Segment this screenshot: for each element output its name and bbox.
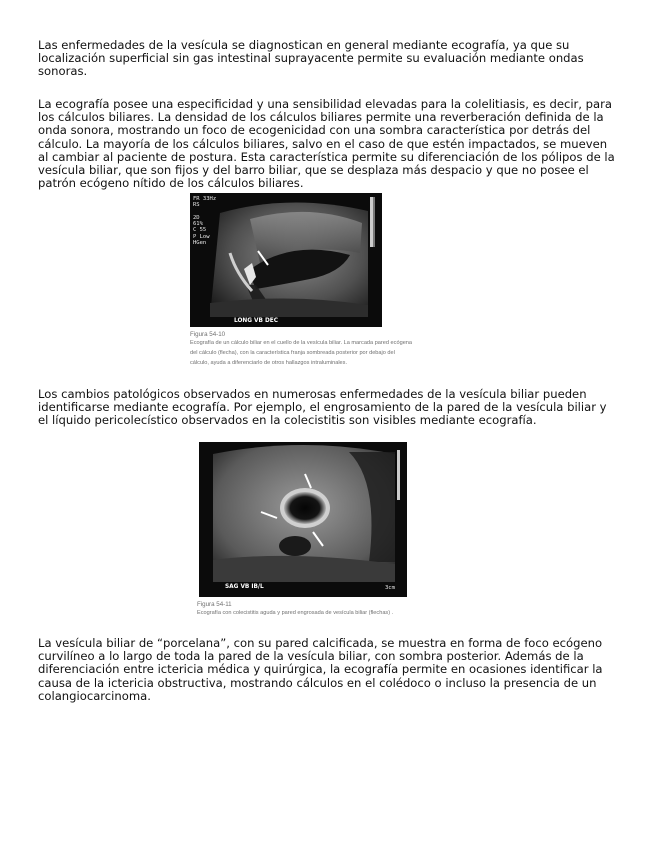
paragraph-pathologic-changes: Los cambios patológicos observados en numerosas enfermedades de la vesícula biliar pueden identificarse mediante ecografía. Por ejemplo, el engrosamiento de la pared de la vesícula biliar y el líquido pericolecístico observados en la colecistitis son visibles mediante ecografía. (38, 387, 607, 428)
figure-54-11 (197, 442, 459, 619)
ultrasound-settings-overlay: FR 33Hz RS 2D 61% C 55 P Low HGen (193, 196, 217, 247)
scan-label: SAG VB IB/L (225, 584, 264, 590)
figure-caption-line-3: cálculo, ayuda a diferenciarlo de otros hallazgos intraluminales. (190, 359, 348, 366)
scale-label: 3cm (385, 585, 395, 591)
figure-54-10 (190, 193, 458, 368)
ultrasound-scan-graphic (199, 442, 407, 597)
paragraph-diagnosis: Las enfermedades de la vesícula se diagnostican en general mediante ecografía, ya que su localización superficial sin gas intestinal suprayacente permite su evaluación mediante ondas sonoras. (38, 38, 584, 79)
figure-title: Figura 54-10 (190, 331, 226, 338)
figure-title: Figura 54-11 (197, 601, 232, 608)
ultrasound-image-cholecystitis (199, 442, 407, 597)
ultrasound-scan-graphic (190, 193, 382, 327)
paragraph-porcelain-gallbladder: La vesícula biliar de “porcelana”, con su pared calcificada, se muestra en forma de foco ecógeno curvilíneo a lo largo de toda la pared de la vesícula biliar, con sombra posterior. Además de la diferenciación entre ictericia médica y quirúrgica, la ecografía permite en ocasiones identificar la causa de la ictericia obstructiva, mostrando cálculos en el colédoco o incluso la presencia de un colangiocarcinoma. (38, 636, 603, 703)
paragraph-colelitiasis: La ecografía posee una especificidad y una sensibilidad elevadas para la colelitiasis, es decir, para los cálculos biliares. La densidad de los cálculos biliares permite una reverberación definida de la onda sonora, mostrando un foco de ecogenicidad con una sombra característica por detrás del cálculo. La mayoría de los cálculos biliares, salvo en el caso de que estén impactados, se mueven al cambiar al paciente de postura. Esta característica permite su diferenciación de los pólipos de la vesícula biliar, que son fijos y del barro biliar, que se desplaza más despacio y que no posee el patrón ecógeno nítido de los cálculos biliares. (38, 97, 615, 191)
ultrasound-image-gallstone (190, 193, 382, 327)
figure-caption: Ecografía con colecistitis aguda y pared engrosada de vesícula biliar (flechas) . (197, 610, 394, 616)
scan-label: LONG VB DEC (234, 318, 278, 324)
figure-caption-line-1: Ecografía de un cálculo biliar en el cuello de la vesícula biliar. La marcada pared ecógena (190, 340, 413, 346)
figure-caption-line-2: del cálculo (flecha), con la característica franja sombreada posterior por debajo del (190, 349, 395, 356)
